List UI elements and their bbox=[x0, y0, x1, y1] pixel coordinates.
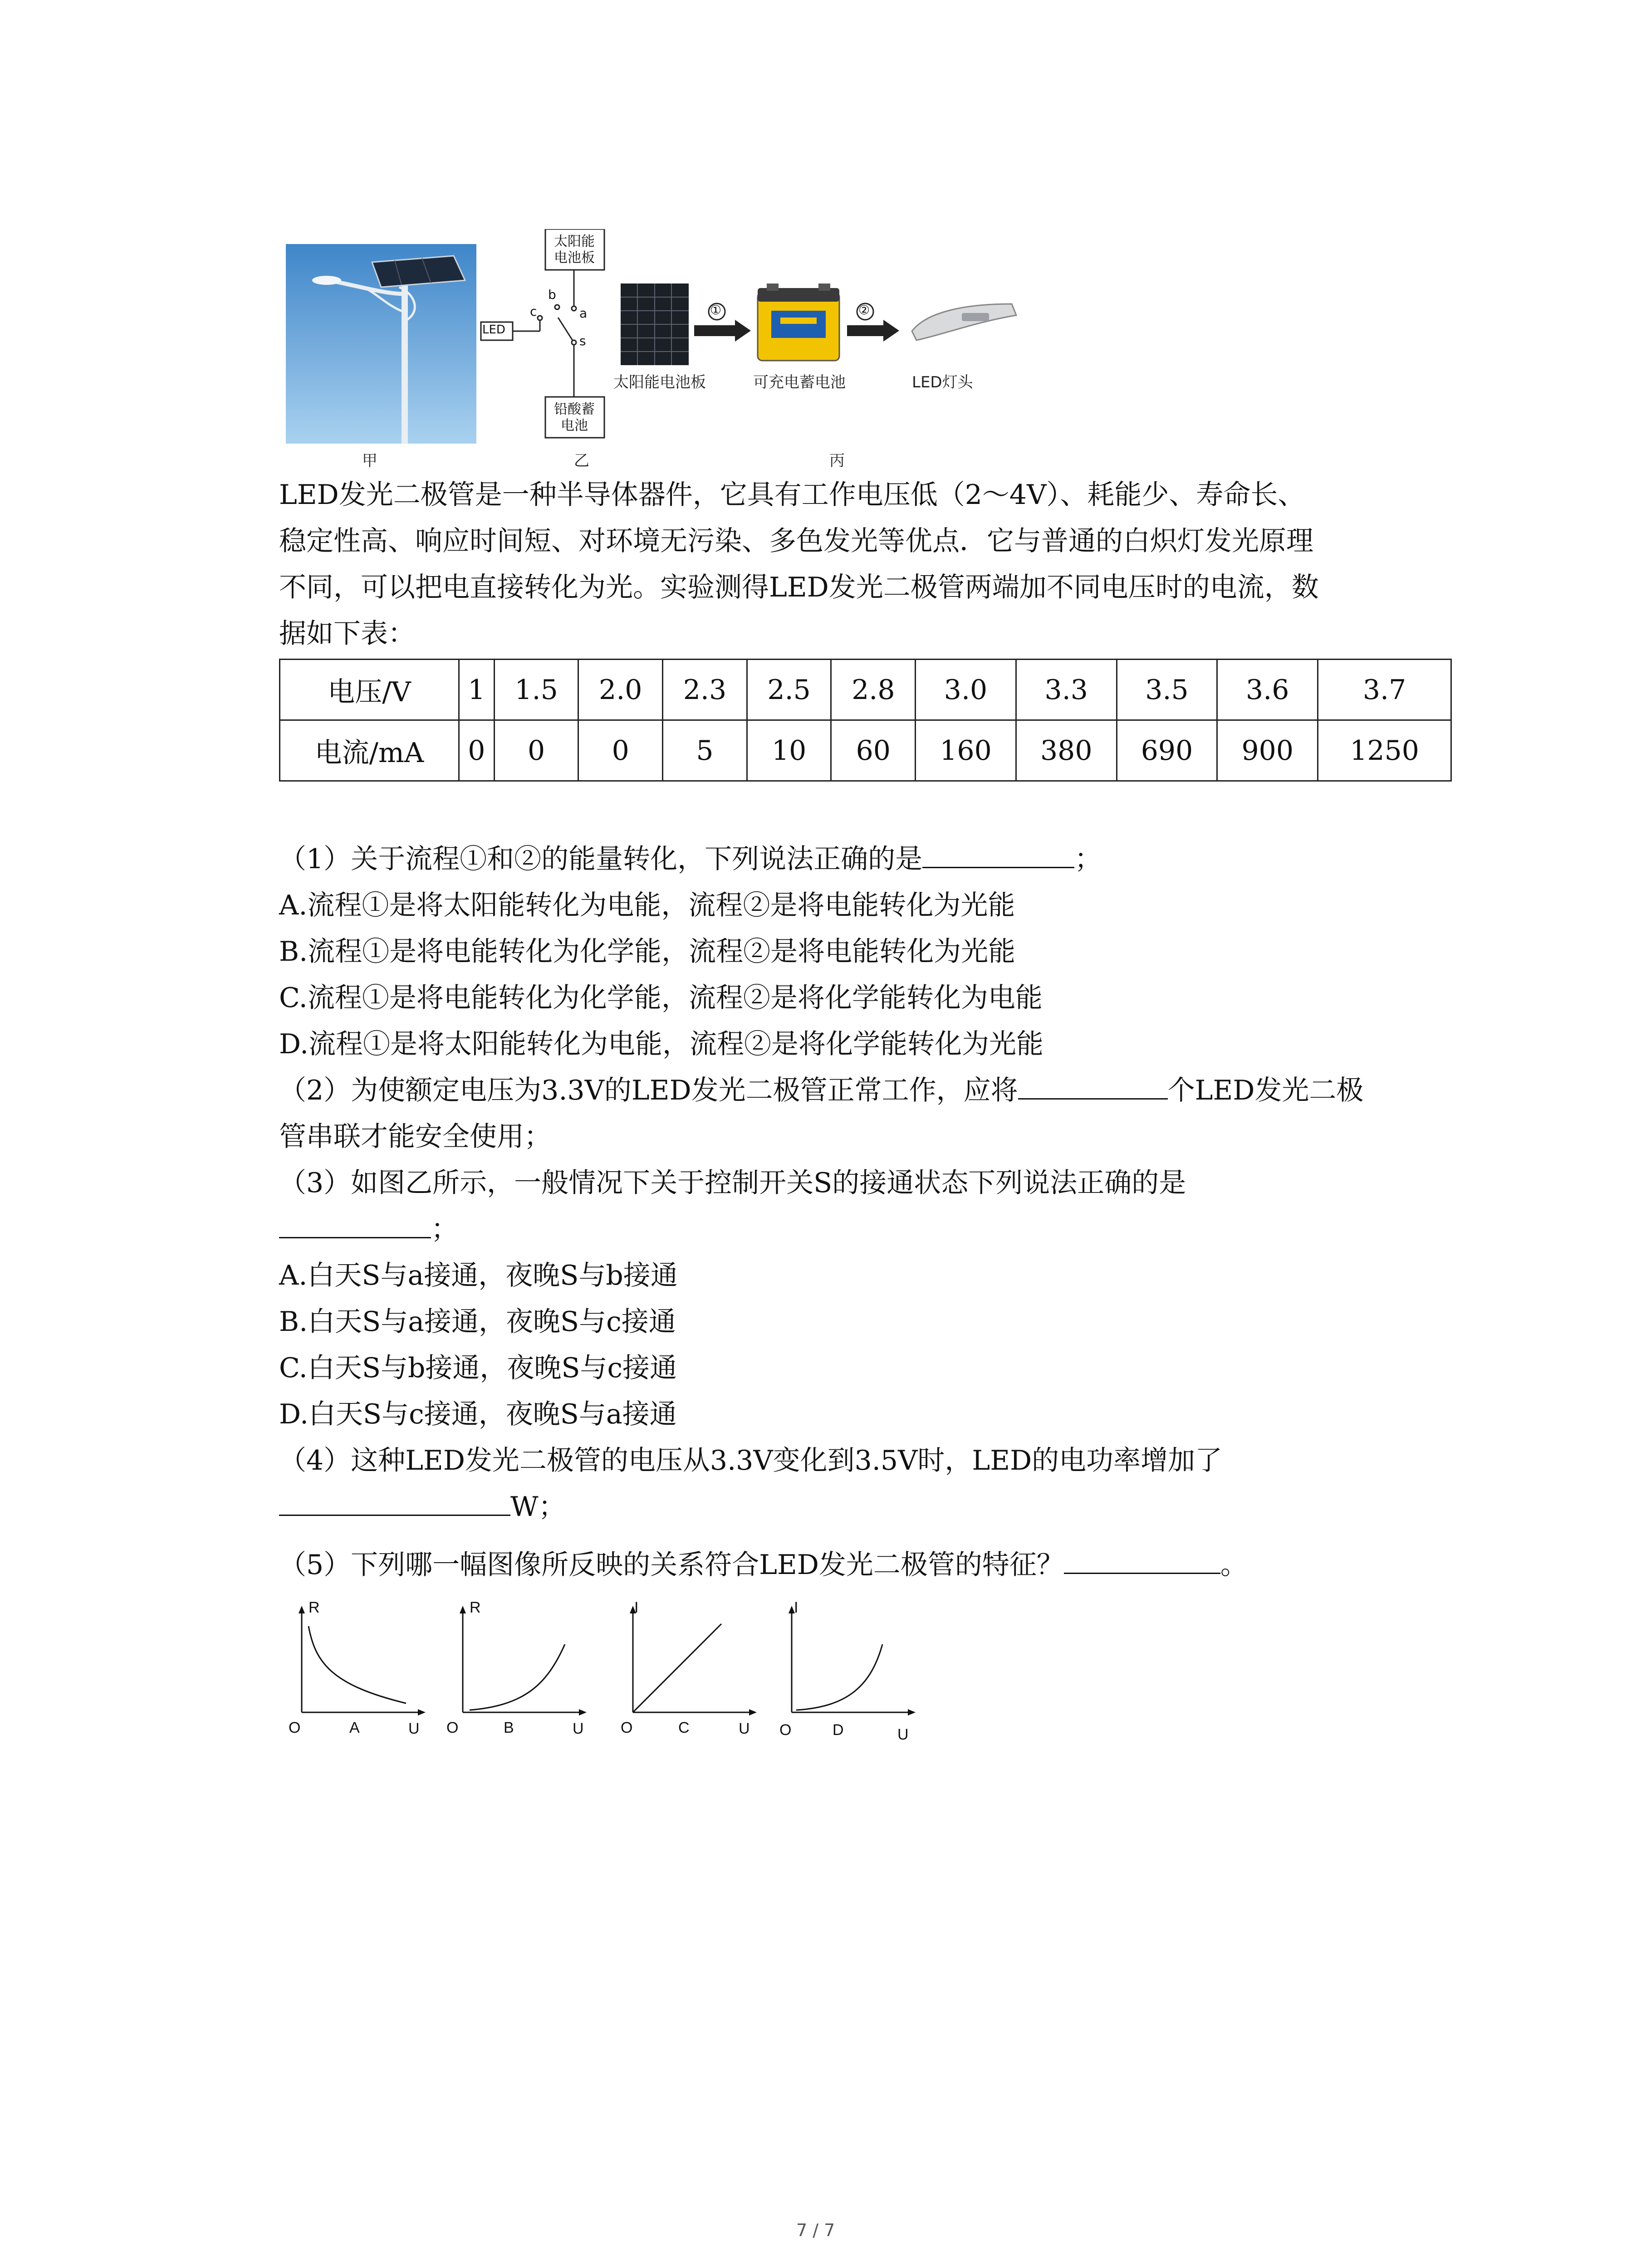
graph-c-x-label: U bbox=[739, 1720, 750, 1737]
step-1-marker: ① bbox=[710, 303, 722, 318]
q1-stem bbox=[279, 836, 1102, 882]
graph-b-x-label: U bbox=[573, 1720, 584, 1737]
terminal-s-label: s bbox=[579, 333, 586, 348]
q1-option-b: B.流程①是将电能转化为化学能，流程②是将电能转化为光能 bbox=[279, 936, 1016, 968]
q5-answer-blank[interactable] bbox=[1064, 1543, 1220, 1574]
voltage-cell: 2.3 bbox=[663, 660, 747, 720]
q4-answer-blank[interactable] bbox=[279, 1485, 510, 1516]
q5-stem bbox=[279, 1542, 1248, 1588]
current-cell: 0 bbox=[494, 720, 578, 781]
graph-a-name: A bbox=[349, 1719, 360, 1736]
current-cell: 690 bbox=[1117, 720, 1217, 781]
q1-answer-blank[interactable] bbox=[922, 837, 1074, 868]
terminal-c-label: c bbox=[530, 304, 537, 319]
graph-d-name: D bbox=[833, 1721, 844, 1739]
flow-arrow-2 bbox=[845, 302, 908, 342]
intro-line-2: 稳定性高、响应时间短、对环境无污染、多色发光等优点．它与普通的白炽灯发光原理 bbox=[279, 525, 1313, 557]
figure-caption-bing: 丙 bbox=[829, 452, 845, 470]
q2-answer-blank[interactable] bbox=[1018, 1068, 1168, 1100]
current-cell: 900 bbox=[1217, 720, 1318, 781]
voltage-header: 电压/V bbox=[280, 660, 459, 720]
current-cell: 380 bbox=[1016, 720, 1117, 781]
panel-caption: 太阳能电池板 bbox=[613, 373, 706, 391]
page-number: 7 / 7 bbox=[796, 2220, 835, 2240]
q1-option-a: A.流程①是将太阳能转化为电能，流程②是将电能转化为光能 bbox=[279, 890, 1015, 921]
graph-a-origin: O bbox=[289, 1719, 301, 1736]
graph-c-y-label: I bbox=[634, 1599, 639, 1616]
q5-stem-text: （5）下列哪一幅图像所反映的关系符合LED发光二极管的特征？ bbox=[279, 1549, 1064, 1581]
graph-b-origin: O bbox=[446, 1719, 459, 1736]
q1-stem-end: ； bbox=[1074, 843, 1102, 875]
terminal-b-label: b bbox=[548, 287, 556, 302]
led-lamp-head-image bbox=[907, 295, 1021, 345]
voltage-cell: 2.0 bbox=[578, 660, 663, 720]
graph-c-origin: O bbox=[621, 1719, 633, 1736]
lamp-caption: LED灯头 bbox=[912, 373, 973, 391]
q3-answer-line bbox=[279, 1206, 458, 1252]
voltage-cell: 2.8 bbox=[831, 660, 916, 720]
q3-option-b: B.白天S与a接通，夜晚S与c接通 bbox=[279, 1306, 676, 1338]
graph-b-name: B bbox=[504, 1719, 514, 1736]
voltage-cell: 3.5 bbox=[1117, 660, 1217, 720]
battery-caption: 可充电蓄电池 bbox=[753, 373, 846, 391]
current-cell: 0 bbox=[459, 720, 495, 781]
voltage-cell: 3.3 bbox=[1016, 660, 1117, 720]
graph-a-x-label: U bbox=[408, 1720, 420, 1737]
graph-d-x-label: U bbox=[897, 1726, 909, 1743]
current-cell: 160 bbox=[916, 720, 1016, 781]
solar-panel-box-label: 太阳能电池板 bbox=[554, 234, 595, 266]
voltage-cell: 3.0 bbox=[916, 660, 1016, 720]
voltage-cell: 1.5 bbox=[494, 660, 578, 720]
graph-b-y-label: R bbox=[470, 1599, 481, 1616]
graph-d-y-label: I bbox=[794, 1599, 798, 1616]
current-cell: 0 bbox=[578, 720, 663, 781]
graph-d-origin: O bbox=[779, 1721, 792, 1739]
current-cell: 60 bbox=[831, 720, 916, 781]
voltage-cell: 1 bbox=[459, 660, 495, 720]
current-header: 电流/mA bbox=[280, 720, 459, 781]
q3-stem-end: ； bbox=[431, 1213, 458, 1245]
solar-panel-image bbox=[621, 284, 689, 365]
q2-line-2: 管串联才能安全使用； bbox=[279, 1121, 551, 1153]
q5-stem-end: 。 bbox=[1220, 1549, 1248, 1581]
current-row bbox=[280, 720, 1451, 781]
q2-stem-text: （2）为使额定电压为3.3V的LED发光二极管正常工作，应将 bbox=[279, 1075, 1018, 1106]
intro-line-4: 据如下表： bbox=[279, 618, 415, 650]
q1-option-c: C.流程①是将电能转化为化学能，流程②是将化学能转化为电能 bbox=[279, 982, 1043, 1014]
intro-line-3: 不同，可以把电直接转化为光。实验测得LED发光二极管两端加不同电压时的电流，数 bbox=[279, 572, 1319, 603]
step-2-marker: ② bbox=[858, 303, 870, 318]
battery-box-label: 铅酸蓄电池 bbox=[554, 401, 595, 434]
q3-option-a: A.白天S与a接通，夜晚S与b接通 bbox=[279, 1260, 678, 1291]
graph-b bbox=[442, 1603, 592, 1740]
q3-option-d: D.白天S与c接通，夜晚S与a接通 bbox=[279, 1398, 677, 1430]
q3-stem: （3）如图乙所示，一般情况下关于控制开关S的接通状态下列说法正确的是 bbox=[279, 1167, 1186, 1199]
graph-c-name: C bbox=[678, 1719, 690, 1736]
q4-answer-line bbox=[279, 1484, 566, 1530]
graph-a-y-label: R bbox=[309, 1599, 320, 1616]
battery-image bbox=[753, 284, 844, 363]
q4-unit: W； bbox=[510, 1491, 566, 1523]
terminal-a-label: a bbox=[579, 306, 588, 321]
voltage-row bbox=[280, 660, 1451, 720]
voltage-cell: 3.7 bbox=[1318, 660, 1451, 720]
voltage-cell: 2.5 bbox=[747, 660, 831, 720]
intro-line-1: LED发光二极管是一种半导体器件，它具有工作电压低（2～4V）、耗能少、寿命长、 bbox=[279, 479, 1305, 511]
q2-stem bbox=[279, 1067, 1363, 1114]
current-cell: 1250 bbox=[1318, 720, 1451, 781]
figure-caption-jia: 甲 bbox=[362, 452, 377, 470]
figure-caption-yi: 乙 bbox=[574, 452, 589, 470]
q3-answer-blank[interactable] bbox=[279, 1207, 431, 1238]
street-lamp-figure bbox=[286, 244, 476, 444]
voltage-cell: 3.6 bbox=[1217, 660, 1318, 720]
q3-option-c: C.白天S与b接通，夜晚S与c接通 bbox=[279, 1352, 677, 1384]
graph-d bbox=[771, 1603, 921, 1740]
current-cell: 5 bbox=[663, 720, 747, 781]
q4-stem: （4）这种LED发光二极管的电压从3.3V变化到3.5V时，LED的电功率增加了 bbox=[279, 1445, 1223, 1476]
q1-stem-text: （1）关于流程①和②的能量转化，下列说法正确的是 bbox=[279, 843, 923, 875]
current-cell: 10 bbox=[747, 720, 831, 781]
led-box-label: LED bbox=[482, 323, 505, 337]
q2-stem-after: 个LED发光二极 bbox=[1167, 1075, 1364, 1106]
voltage-current-table bbox=[279, 659, 1452, 782]
q1-option-d: D.流程①是将太阳能转化为电能，流程②是将化学能转化为光能 bbox=[279, 1028, 1044, 1060]
